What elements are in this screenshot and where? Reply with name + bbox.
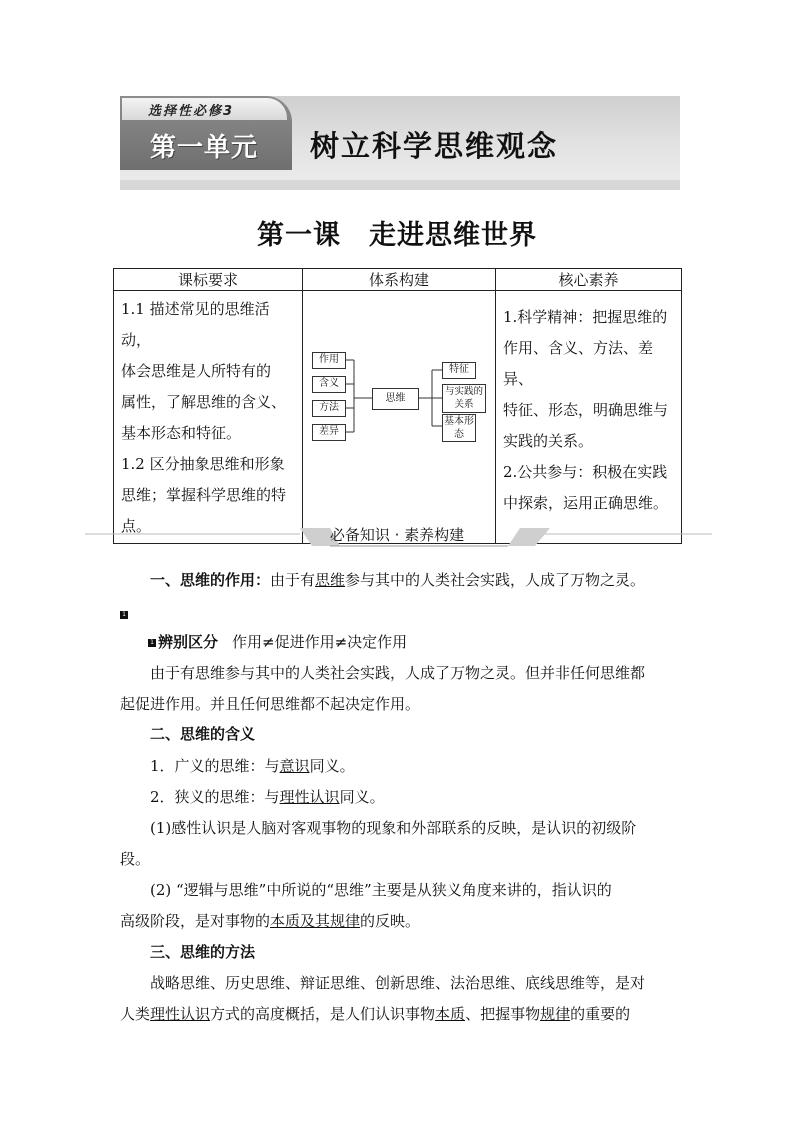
- standards-line: 1.1 描述常见的思维活动，: [121, 300, 270, 349]
- header-literacy: 核心素养: [496, 269, 682, 291]
- structure-cell: [303, 291, 496, 544]
- paragraph-line: [120, 999, 680, 1030]
- underlined-term: 思维: [315, 571, 346, 589]
- text: 参与其中的人类社会实践，人成了万物之灵。: [345, 571, 646, 589]
- standards-line: 属性，了解思维的含义、: [121, 393, 287, 411]
- diagram-center-node: 思维: [372, 388, 419, 410]
- section-divider-label: 必备知识 · 素养构建: [329, 526, 465, 544]
- underlined-term: 理性认识: [150, 1005, 211, 1023]
- banner-stripe: [120, 180, 680, 190]
- literacy-cell: [496, 291, 682, 544]
- distinguish-line: [120, 627, 680, 658]
- underlined-term: 规律: [540, 1005, 571, 1023]
- marker-number: 1: [148, 639, 156, 647]
- diagram-node-forms: 基本形态: [444, 416, 474, 440]
- lesson-name: 走进思维世界: [369, 220, 537, 251]
- literacy-line: 特征、形态，明确思维与: [503, 401, 669, 419]
- distinguish-text: 作用≠促进作用≠决定作用: [232, 633, 408, 651]
- banner-unit-label: 第一单元: [150, 133, 259, 163]
- paragraph: [120, 968, 680, 1030]
- literacy-line: 作用、含义、方法、差异、: [503, 339, 654, 388]
- section-role: [120, 565, 680, 596]
- section-heading: 二、思维的含义: [150, 725, 256, 743]
- text: 、把握事物: [465, 1005, 541, 1023]
- underlined-term: 本质及其规律: [270, 912, 361, 930]
- lesson-title: [0, 213, 794, 252]
- header-structure: 体系构建: [303, 269, 496, 291]
- underlined-term: 意识: [279, 757, 310, 775]
- banner-title: 树立科学思维观念: [310, 129, 559, 163]
- paragraph: [120, 658, 680, 720]
- literacy-line: 2.公共参与：积极在实践: [503, 463, 668, 481]
- marker-icon: [120, 604, 130, 623]
- list-item: [120, 751, 710, 782]
- diagram-node-features: 特征: [442, 362, 476, 379]
- text: 由于有: [270, 571, 316, 589]
- paragraph-line: 战略思维、历史思维、辩证思维、创新思维、法治思维、底线思维等，是对: [150, 974, 646, 992]
- header-standards: 课标要求: [114, 269, 303, 291]
- paragraph-line: 由于有思维参与其中的人类社会实践，人成了万物之灵。但并非任何思维都: [150, 664, 646, 682]
- literacy-line: 实践的关系。: [503, 432, 594, 450]
- diagram-node-meaning: 含义: [312, 376, 346, 393]
- underlined-term: 本质: [435, 1005, 466, 1023]
- standards-line: 思维；掌握科学思维的特: [121, 486, 287, 504]
- underlined-term: 理性认识: [279, 788, 340, 806]
- text: 的重要的: [570, 1005, 631, 1023]
- section-heading: 一、思维的作用：: [150, 571, 271, 589]
- standards-line: 1.2 区分抽象思维和形象: [121, 455, 285, 473]
- concept-diagram: [304, 292, 494, 508]
- diagram-node-method: 方法: [312, 400, 346, 417]
- standards-line: 基本形态和特征。: [121, 424, 242, 442]
- paragraph-line: (1)感性认识是人脑对客观事物的现象和外部联系的反映，是认识的初级阶: [150, 819, 637, 837]
- diagram-node-practice: 与实践的关系: [442, 384, 486, 413]
- list-item: [120, 782, 710, 813]
- text: 人类: [120, 1005, 151, 1023]
- paragraph-line: 起促进作用。并且任何思维都不起决定作用。: [120, 695, 421, 713]
- text: 同义。: [339, 788, 385, 806]
- diagram-node-difference: 差异: [312, 424, 346, 441]
- paragraph-line: 段。: [120, 850, 151, 868]
- paragraph-line: (2) “逻辑与思维”中所说的“思维”主要是从狭义角度来讲的，指认识的: [150, 881, 612, 899]
- text: 高级阶段，是对事物的: [120, 912, 271, 930]
- requirements-table: [113, 268, 682, 544]
- standards-cell: [114, 291, 303, 544]
- banner-subtitle: 选择性必修3: [148, 104, 235, 119]
- text: 同义。: [309, 757, 355, 775]
- paragraph-line: [120, 906, 680, 937]
- paragraph: [120, 875, 680, 937]
- text: 的反映。: [360, 912, 421, 930]
- literacy-line: 1.科学精神：把握思维的: [503, 308, 668, 326]
- marker-number: 1: [120, 611, 128, 619]
- diagram-node-role: 作用: [312, 352, 346, 369]
- text: 1．广义的思维：与: [150, 757, 280, 775]
- text: 2．狭义的思维：与: [150, 788, 280, 806]
- standards-line: 体会思维是人所特有的: [121, 362, 272, 380]
- section-heading: 三、思维的方法: [150, 943, 256, 961]
- distinguish-label: 辨别区分: [158, 633, 219, 651]
- literacy-line: 中探索，运用正确思维。: [503, 494, 669, 512]
- paragraph: [120, 813, 680, 875]
- standards-line: 点。: [121, 517, 152, 535]
- lesson-number: 第一课: [257, 220, 341, 251]
- text: 方式的高度概括，是人们认识事物: [210, 1005, 436, 1023]
